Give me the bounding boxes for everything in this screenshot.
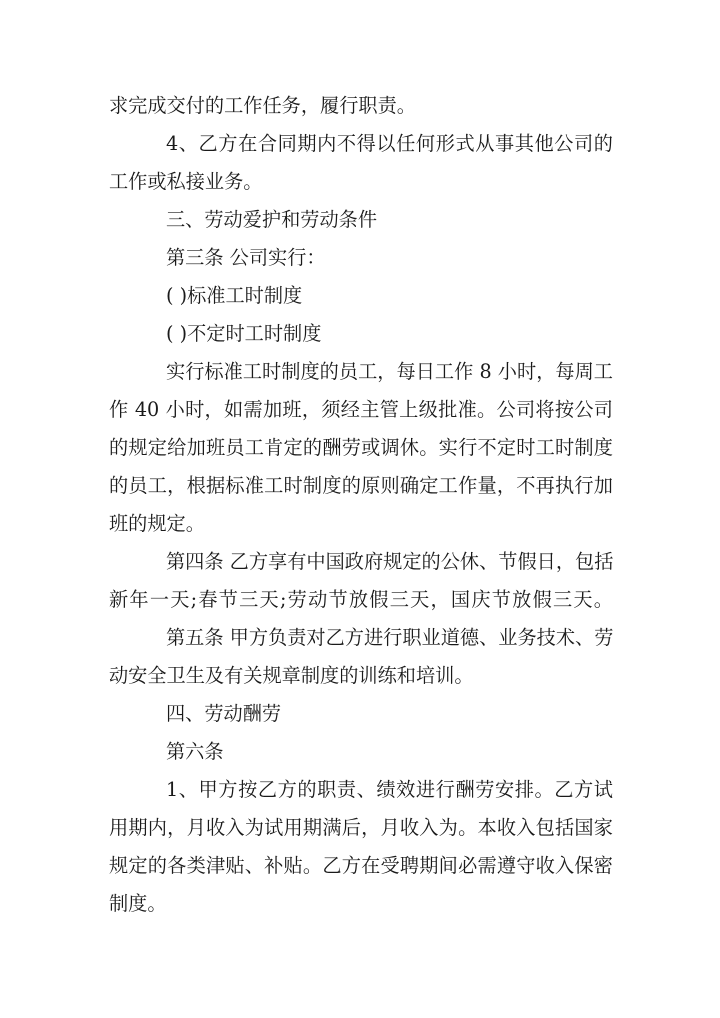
article-5-line-1: 第五条 甲方负责对乙方进行职业道德、业务技术、劳 xyxy=(166,626,614,649)
article-6-line-3: 规定的各类津贴、补贴。乙方在受聘期间必需遵守收入保密 xyxy=(109,854,613,877)
text-line-8: 实行标准工时制度的员工，每日工作 8 小时，每周工 xyxy=(166,360,613,383)
article-6-heading: 第六条 xyxy=(166,740,224,763)
text-line-3: 工作或私接业务。 xyxy=(109,170,263,193)
text-line-10: 的规定给加班员工肯定的酬劳或调休。实行不定时工时制度 xyxy=(109,436,613,459)
text-line-1: 求完成交付的工作任务，履行职责。 xyxy=(109,94,416,117)
section-heading-3: 三、劳动爱护和劳动条件 xyxy=(166,208,378,231)
article-4-line-1: 第四条 乙方享有中国政府规定的公休、节假日，包括 xyxy=(166,550,614,573)
text-line-2: 4、乙方在合同期内不得以任何形式从事其他公司的 xyxy=(166,132,613,155)
option-flexible-hours: ( )不定时工时制度 xyxy=(166,322,322,345)
article-6-line-1: 1、甲方按乙方的职责、绩效进行酬劳安排。乙方试 xyxy=(166,778,613,801)
text-line-12: 班的规定。 xyxy=(109,512,205,535)
section-heading-4: 四、劳动酬劳 xyxy=(166,702,282,725)
option-standard-hours: ( )标准工时制度 xyxy=(166,284,303,307)
text-line-11: 的员工，根据标准工时制度的原则确定工作量，不再执行加 xyxy=(109,474,613,497)
article-6-line-4: 制度。 xyxy=(109,892,167,915)
article-6-line-2: 用期内，月收入为试用期满后，月收入为。本收入包括国家 xyxy=(109,816,613,839)
article-5-line-2: 动安全卫生及有关规章制度的训练和培训。 xyxy=(109,664,474,687)
article-3-heading: 第三条 公司实行： xyxy=(166,246,326,269)
text-line-9: 作 40 小时，如需加班，须经主管上级批准。公司将按公司 xyxy=(109,398,613,421)
article-4-line-2: 新年一天;春节三天;劳动节放假三天，国庆节放假三天。 xyxy=(109,588,613,611)
